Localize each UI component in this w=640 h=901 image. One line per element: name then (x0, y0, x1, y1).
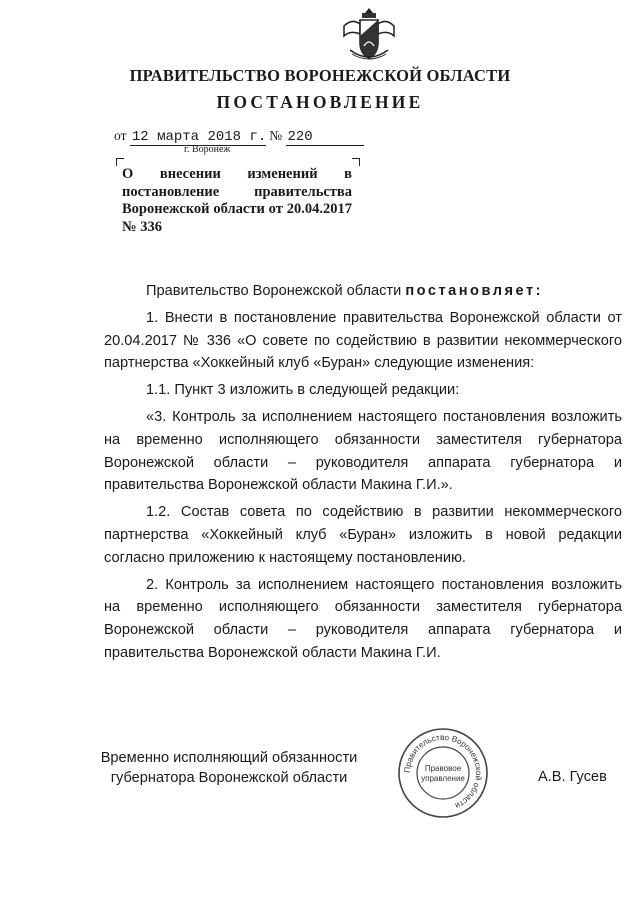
decree-date-number-row (114, 128, 364, 146)
paragraph-1-2: 1.2. Состав совета по содействию в развитии некоммерческого партнерства «Хоккейный клуб «Буран» изложить в новой редакции согласно приложению к настоящему постановлению. (104, 504, 622, 566)
signatory-position-line1: Временно исполняющий обязанности (100, 750, 358, 766)
document-type-title: ПОСТАНОВЛЕНИЕ (216, 92, 424, 112)
paragraph-1-1-quote: «3. Контроль за исполнением настоящего постановления возложить на временно исполняющего обязанности заместителя губернатора Воронежской области – руководителя аппарата губернатора и правительства Воронежской области Макина Г.И.». (104, 408, 622, 494)
body-intro (104, 280, 622, 303)
intro-prefix: Правительство Воронежской области (146, 283, 402, 299)
government-title: ПРАВИТЕЛЬСТВО ВОРОНЕЖСКОЙ ОБЛАСТИ (129, 66, 511, 85)
stamp-center-line2: управление (421, 774, 465, 783)
city-label: г. Воронеж (184, 144, 231, 155)
decree-number: 220 (286, 130, 364, 146)
number-label: № (269, 128, 283, 143)
subject-bracket-right (352, 158, 360, 166)
paragraph-2: 2. Контроль за исполнением настоящего постановления возложить на временно исполняющего обязанности заместителя губернатора Воронежской области – руководителя аппарата губернатора и правительства Воронежской области Макина Г.И. (104, 576, 622, 661)
coat-of-arms-emblem (338, 6, 400, 64)
intro-verb: постановляет: (405, 283, 543, 299)
decree-subject: О внесении изменений в постановление правительства Воронежской области от 20.04.2017 № 336 (122, 166, 352, 235)
stamp-center-line1: Правовое (424, 764, 462, 773)
paragraph-1: 1. Внести в постановление правительства Воронежской области от 20.04.2017 № 336 «О совете по содействию в развитии некоммерческого партнерства «Хоккейный клуб «Буран» следующие изменения: (104, 309, 622, 372)
stamp-ring-text: Правительство Воронежской области (402, 732, 484, 811)
signatory-position-line2: губернатора Воронежской области (110, 770, 348, 786)
decree-date: 12 марта 2018 г. (131, 129, 267, 145)
subject-bracket-left (116, 158, 124, 166)
signatory-name: А.В. Гусев (538, 769, 607, 785)
signatory-position (100, 748, 358, 788)
paragraph-1-1: 1.1. Пункт 3 изложить в следующей редакции: (146, 382, 460, 399)
official-stamp (397, 727, 489, 819)
decree-body (104, 280, 622, 669)
date-from-label: от (114, 128, 127, 143)
